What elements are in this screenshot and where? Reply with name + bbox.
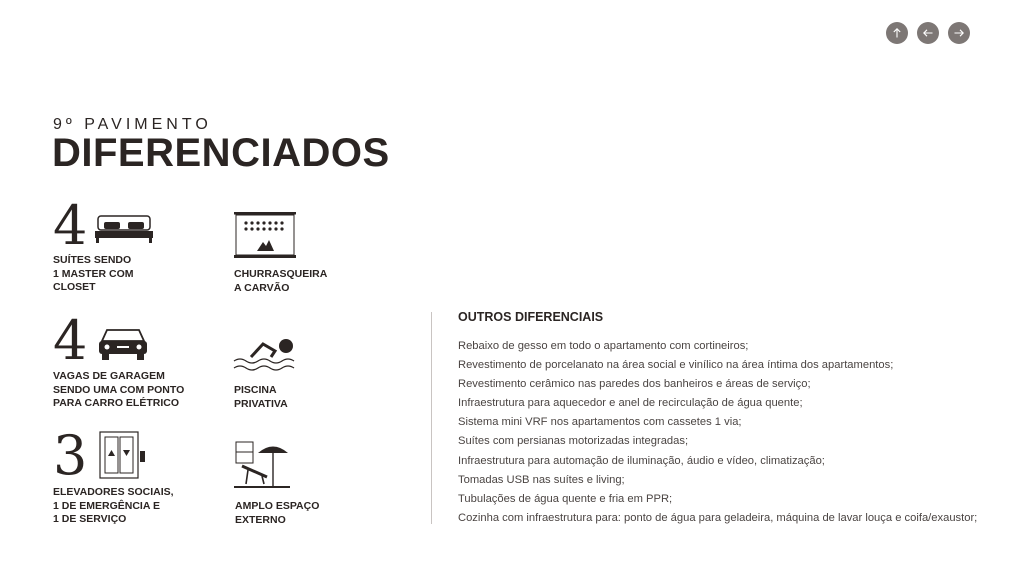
feature-label: CHURRASQUEIRA A CARVÃO xyxy=(234,268,328,294)
list-item: Cozinha com infraestrutura para: ponto de água para geladeira, máquina de lavar louça e coifa/exaustor; xyxy=(458,511,978,524)
car-icon xyxy=(97,326,149,362)
list-item: Infraestrutura para aquecedor e anel de recirculação de água quente; xyxy=(458,397,803,410)
arrow-left-icon xyxy=(922,27,934,39)
list-item: Tubulações de água quente e fria em PPR; xyxy=(458,492,673,505)
list-item: Revestimento cerâmico nas paredes dos banheiros e áreas de serviço; xyxy=(458,378,811,391)
feature-label: AMPLO ESPAÇO EXTERNO xyxy=(235,500,320,526)
list-item: Sistema mini VRF nos apartamentos com cassetes 1 via; xyxy=(458,416,742,429)
next-button[interactable] xyxy=(948,22,970,44)
previous-button[interactable] xyxy=(917,22,939,44)
list-item: Rebaixo de gesso em todo o apartamento com cortineiros; xyxy=(458,340,749,352)
list-item: Revestimento de porcelanato na área social e vinílico na área íntima dos apartamentos; xyxy=(458,359,894,372)
barbecue-icon xyxy=(233,211,297,259)
feature-label: PISCINA PRIVATIVA xyxy=(234,384,288,410)
feature-number: 4 xyxy=(53,309,88,372)
page-title: DIFERENCIADOS xyxy=(52,131,390,175)
list-item: Suítes com persianas motorizadas integradas; xyxy=(458,435,689,448)
list-item: Infraestrutura para automação de iluminação, áudio e vídeo, climatização; xyxy=(458,454,825,467)
section-divider xyxy=(431,312,432,524)
other-features-title: OUTROS DIFERENCIAIS xyxy=(458,310,604,324)
arrow-up-icon xyxy=(891,27,903,39)
arrow-right-icon xyxy=(953,27,965,39)
up-button[interactable] xyxy=(886,22,908,44)
list-item: Tomadas USB nas suítes e living; xyxy=(458,473,625,486)
lounge-chair-icon xyxy=(234,440,290,490)
elevator-icon xyxy=(99,431,147,479)
feature-number: 3 xyxy=(53,424,88,487)
bed-icon xyxy=(94,214,154,246)
swimmer-icon xyxy=(233,335,303,375)
page-subtitle: 9º PAVIMENTO xyxy=(53,116,212,133)
feature-label: VAGAS DE GARAGEM SENDO UMA COM PONTO PARA CARRO ELÉTRICO xyxy=(53,370,185,409)
feature-number: 4 xyxy=(53,194,88,257)
feature-label: SUÍTES SENDO 1 MASTER COM CLOSET xyxy=(53,254,134,293)
feature-label: ELEVADORES SOCIAIS, 1 DE EMERGÊNCIA E 1 DE SERVIÇO xyxy=(53,486,174,525)
other-features-list xyxy=(458,337,977,528)
slide-navigation xyxy=(886,22,970,44)
